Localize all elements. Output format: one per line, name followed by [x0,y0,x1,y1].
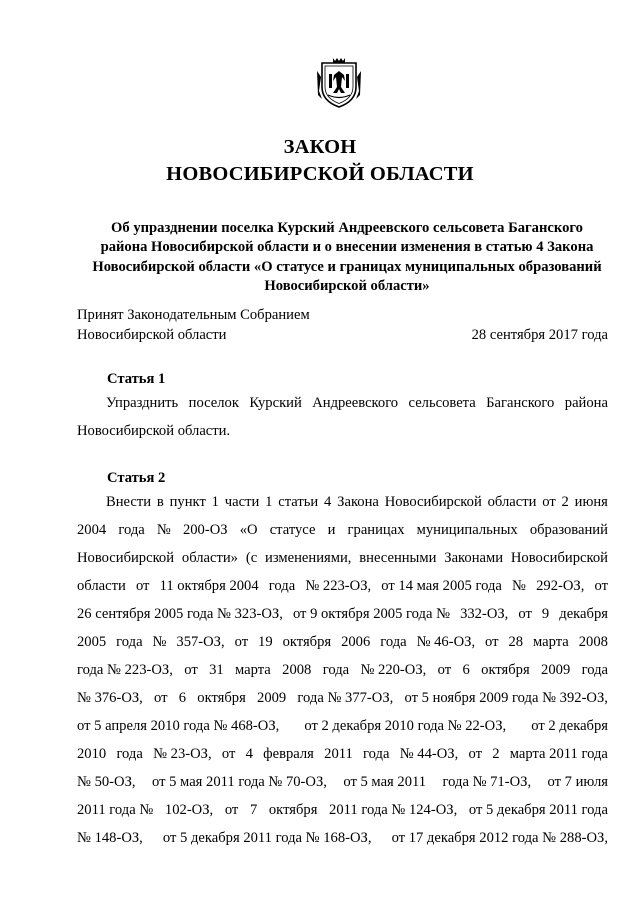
text-word: 357-ОЗ, [176,634,225,650]
text-word: Курский [249,395,302,411]
text-word: изменениями, [265,550,352,566]
text-word: года № 223-ОЗ, [77,662,173,678]
text-word: марта 2011 года [509,746,608,762]
text-word: года № 377-ОЗ, [297,690,394,706]
text-word: от 5 декабря 2011 года № 168-ОЗ, [162,830,372,846]
text-word: 7 [249,802,258,818]
text-line [77,628,608,656]
text-word: № [152,634,167,650]
text-word: от 5 мая 2011 [343,774,427,790]
text-word: от [437,662,452,678]
text-word: 4 [245,746,253,762]
text-word: 102-ОЗ, [164,802,214,818]
text-word: Упразднить [106,395,179,411]
text-word: от [224,802,239,818]
text-line [77,572,608,600]
subject-line: района Новосибирской области и о внесении изменения в статью 4 Закона [100,239,594,256]
text-word: октября [282,634,332,650]
text-word: статьи [278,494,319,510]
article-1-text [77,389,608,445]
text-word: Новосибирской области. [77,423,231,439]
text-word: 2006 [341,634,371,650]
text-line [77,488,608,516]
text-word: 2008 [578,634,608,650]
law-subject [80,219,614,296]
text-word: 1 [265,494,273,510]
text-word: от 5 декабря 2011 года [468,802,608,818]
text-word: 6 [178,690,187,706]
adoption-block [77,305,608,345]
text-word: «О [239,522,258,538]
text-word: Баганского [486,395,555,411]
text-word: № [156,522,171,538]
text-word: года [581,662,608,678]
adopted-by-text: Принят Законодательным Собранием [77,307,310,323]
text-word: 2009 [257,690,287,706]
text-word: пункт [169,494,206,510]
text-word: февраля [263,746,314,762]
text-word: 292-ОЗ, [536,578,585,594]
text-word: марта [235,662,271,678]
text-word: № 44-ОЗ, [399,746,459,762]
subject-line: Об упразднении поселка Курский Андреевского сельсовета Баганского [111,220,583,236]
text-word: от 9 октября 2005 года № [292,606,450,622]
text-word: 2011 года № 124-ОЗ, [329,802,458,818]
text-line [77,768,608,796]
text-line [77,824,608,852]
law-title: ЗАКОН [283,136,357,158]
text-word: года [322,662,350,678]
text-word: Новосибирской [510,550,608,566]
text-word: 332-ОЗ, [460,606,509,622]
text-word: марта [533,634,569,650]
text-word: части [224,494,260,510]
text-word: Новосибирской [384,494,482,510]
text-word: области [487,494,537,510]
text-word: июня [574,494,608,510]
text-word: границах [347,522,405,538]
text-word: в [156,494,164,510]
text-line [77,516,608,544]
text-word: года [363,746,390,762]
adopted-region-text: Новосибирской области [77,327,227,343]
text-word: поселок [188,395,239,411]
text-word: 28 [508,634,524,650]
text-word: от 5 ноября 2009 года № 392-ОЗ, [404,690,608,706]
text-word: от 2 декабря 2010 года № 22-ОЗ, [304,718,507,734]
text-word: октября [481,662,530,678]
subject-line: Новосибирской области» [264,277,430,294]
text-line [77,544,608,572]
text-word: Внести [106,494,152,510]
text-word: от [594,578,608,594]
text-word: Закона [337,494,379,510]
text-word: 2 [492,746,500,762]
text-word: № 46-ОЗ, [416,634,476,650]
text-word: от [221,746,236,762]
text-word: области [77,578,126,594]
text-word: № [512,578,526,594]
text-word: 1 [211,494,219,510]
text-word: от [154,690,168,706]
text-word: № 376-ОЗ, [77,690,143,706]
text-word: области» [181,550,238,566]
text-word: Законами [444,550,504,566]
text-word: от 14 мая 2005 года [381,578,502,594]
text-line [77,600,608,628]
article-2-text [77,488,608,852]
text-line [77,712,608,740]
text-word: года [380,634,407,650]
text-line [77,656,608,684]
text-word: района [564,395,608,411]
text-word: года [118,522,145,538]
article-1-heading: Статья 1 [107,371,166,387]
text-word: от [542,494,556,510]
text-word: муниципальных [416,522,518,538]
text-word: от 17 декабря 2012 года № 288-ОЗ, [391,830,608,846]
text-word: от 7 июля [547,774,608,790]
text-word: № 223-ОЗ, [305,578,372,594]
text-word: внесенными [359,550,437,566]
text-word: от 5 мая 2011 года № 70-ОЗ, [151,774,327,790]
text-word: № 23-ОЗ, [153,746,212,762]
text-word: 19 [258,634,273,650]
text-word: от [518,606,532,622]
text-word: № 220-ОЗ, [360,662,427,678]
text-word: 2009 [541,662,571,678]
text-word: 26 сентября 2005 года № 323-ОЗ, [77,606,283,622]
text-word: № 50-ОЗ, [77,774,136,790]
text-word: от 5 апреля 2010 года № 468-ОЗ, [77,718,280,734]
text-word: 2004 [77,522,107,538]
text-line [77,740,608,768]
text-word: 2011 года № [77,802,154,818]
text-word: 2011 [324,746,353,762]
adoption-date: 28 сентября 2017 года [471,327,608,343]
text-word: 200-ОЗ [182,522,228,538]
text-word: года [268,578,296,594]
text-word: 11 октября 2004 [159,578,259,594]
text-line [77,796,608,824]
subject-line: Новосибирской области «О статусе и границах муниципальных образований [92,258,602,275]
text-word: сельсовета [408,395,476,411]
text-word: от 2 декабря [531,718,608,734]
text-word: от [184,662,198,678]
text-word: статусе [269,522,316,538]
text-word: года [116,634,143,650]
text-word: декабря [559,606,608,622]
text-word: Новосибирской [77,550,175,566]
text-word: 2 [561,494,569,510]
article-2-heading: Статья 2 [107,470,166,486]
text-word: 2005 [77,634,107,650]
text-word: от [135,578,150,594]
text-line [77,389,608,417]
text-word: от [485,634,499,650]
coat-of-arms-icon [316,57,362,109]
text-word: от [468,746,482,762]
text-line [77,684,608,712]
text-word: 31 [209,662,224,678]
text-word: октября [197,690,246,706]
text-word: октября [268,802,318,818]
text-word: года № 71-ОЗ, [442,774,532,790]
text-word: № 148-ОЗ, [77,830,143,846]
text-word: 2008 [282,662,312,678]
law-region-title: НОВОСИБИРСКОЙ ОБЛАСТИ [166,163,474,185]
text-word: 2010 [77,746,107,762]
text-word: (с [245,550,258,566]
text-word: 9 [541,606,550,622]
text-word: от [234,634,249,650]
text-word: образований [529,522,608,538]
text-word: и [327,522,336,538]
text-line [77,417,608,445]
text-word: 6 [462,662,470,678]
text-word: года [116,746,143,762]
text-word: 4 [324,494,332,510]
text-word: Андреевского [312,395,399,411]
